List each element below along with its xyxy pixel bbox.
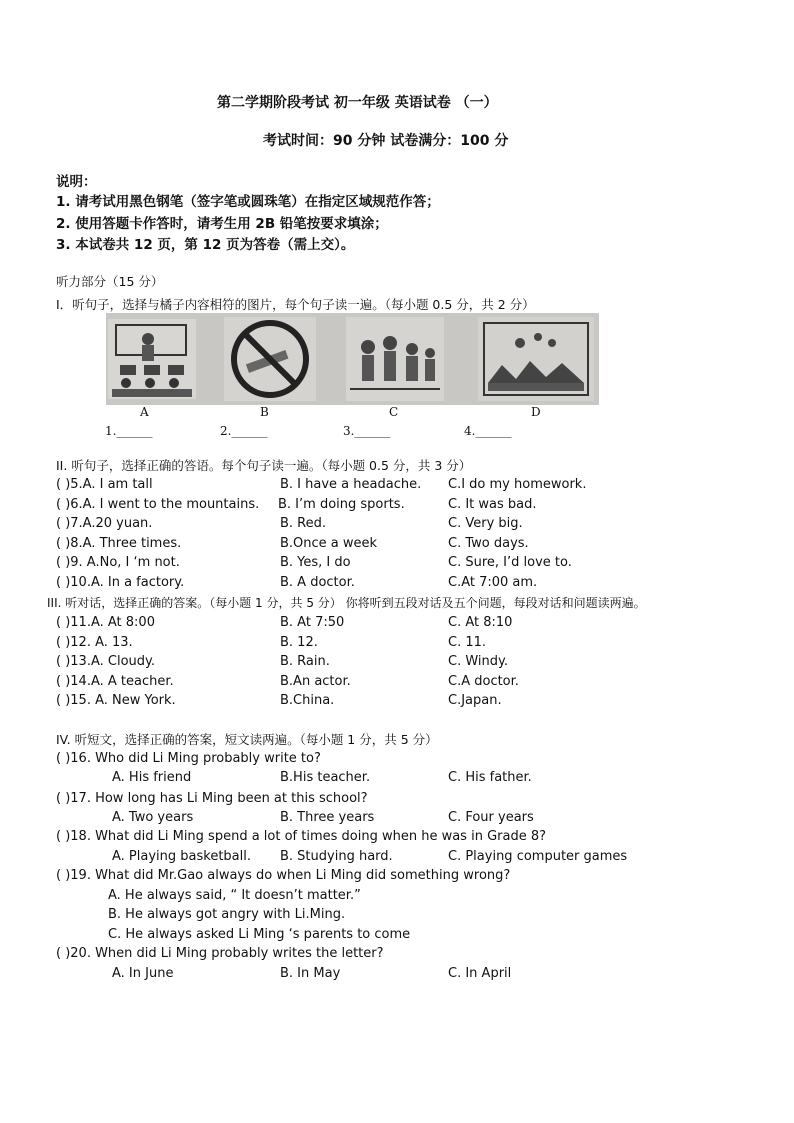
option-c: C. Playing computer games bbox=[448, 849, 628, 864]
option-c: C. Windy. bbox=[448, 654, 508, 669]
option-b: B. He always got angry with Li.Ming. bbox=[108, 907, 346, 922]
question-stem: ( )6.A. I went to the mountains. bbox=[56, 497, 260, 512]
option-b: B. A doctor. bbox=[280, 575, 355, 590]
option-b: B. Yes, I do bbox=[280, 555, 351, 570]
answer-blank[interactable]: 4.______ bbox=[464, 424, 512, 438]
option-b: B.His teacher. bbox=[280, 770, 371, 785]
option-b: B. Rain. bbox=[280, 654, 330, 669]
answer-blank[interactable]: 1.______ bbox=[105, 424, 153, 438]
outing-picture bbox=[478, 317, 594, 401]
option-c: C.Japan. bbox=[448, 693, 502, 708]
question-stem: ( )12. A. 13. bbox=[56, 635, 133, 650]
answer-blank[interactable]: 2.______ bbox=[220, 424, 268, 438]
option-c: C.A doctor. bbox=[448, 674, 519, 689]
option-b: B.China. bbox=[280, 693, 335, 708]
option-c: C. Sure, I’d love to. bbox=[448, 555, 572, 570]
option-a: A. His friend bbox=[112, 770, 192, 785]
option-c: C. Four years bbox=[448, 810, 534, 825]
notes-heading: 说明： bbox=[56, 174, 97, 190]
question-stem: ( )10.A. In a factory. bbox=[56, 575, 185, 590]
picture-label: B bbox=[260, 405, 269, 419]
classroom-picture bbox=[108, 319, 196, 399]
picture-strip bbox=[106, 313, 599, 405]
part4-instruction: IV. 听短文，选择正确的答案，短文读两遍。（每小题 1 分，共 5 分） bbox=[56, 732, 438, 747]
picture-label: A bbox=[140, 405, 149, 419]
question-stem: ( )20. When did Li Ming probably writes the letter? bbox=[56, 946, 384, 961]
people-picture bbox=[346, 317, 444, 401]
picture-label: C bbox=[389, 405, 399, 419]
option-a: A. In June bbox=[112, 966, 174, 981]
question-stem: ( )18. What did Li Ming spend a lot of times doing when he was in Grade 8? bbox=[56, 829, 547, 844]
part3-instruction: III. 听对话，选择正确的答案。（每小题 1 分，共 5 分） 你将听到五段对话及五个问题，每段对话和问题读两遍。 bbox=[47, 596, 646, 610]
option-a: A. Playing basketball. bbox=[112, 849, 252, 864]
notes-item: 1. 请考试用黑色钢笔（签字笔或圆珠笔）在指定区域规范作答； bbox=[56, 194, 440, 210]
option-c: C. He always asked Li Ming ‘s parents to come bbox=[108, 927, 411, 942]
page-subtitle: 考试时间：90 分钟 试卷满分：100 分 bbox=[263, 133, 509, 149]
notes-item: 2. 使用答题卡作答时，请考生用 2B 铅笔按要求填涂； bbox=[56, 216, 388, 232]
question-stem: ( )13.A. Cloudy. bbox=[56, 654, 155, 669]
option-b: B. I have a headache. bbox=[280, 477, 422, 492]
option-b: B.An actor. bbox=[280, 674, 351, 689]
option-b: B. Red. bbox=[280, 516, 327, 531]
section-heading-listening: 听力部分（15 分） bbox=[56, 274, 164, 289]
question-stem: ( )14.A. A teacher. bbox=[56, 674, 174, 689]
option-a: A. He always said, “ It doesn’t matter.” bbox=[108, 888, 361, 903]
question-stem: ( )8.A. Three times. bbox=[56, 536, 182, 551]
option-c: C.I do my homework. bbox=[448, 477, 587, 492]
page-title: 第二学期阶段考试 初一年级 英语试卷 （一） bbox=[217, 95, 498, 111]
option-c: C. It was bad. bbox=[448, 497, 537, 512]
option-b: B. Three years bbox=[280, 810, 375, 825]
option-b: B. At 7:50 bbox=[280, 615, 345, 630]
option-b: B. In May bbox=[280, 966, 341, 981]
option-c: C. His father. bbox=[448, 770, 532, 785]
question-stem: ( )5.A. I am tall bbox=[56, 477, 153, 492]
notes-item: 3. 本试卷共 12 页，第 12 页为答卷（需上交）。 bbox=[56, 237, 355, 253]
question-stem: ( )19. What did Mr.Gao always do when Li Ming did something wrong? bbox=[56, 868, 511, 883]
picture-label: D bbox=[531, 405, 541, 419]
no-smoking-picture bbox=[224, 317, 316, 401]
option-c: C. Two days. bbox=[448, 536, 529, 551]
option-c: C.At 7:00 am. bbox=[448, 575, 538, 590]
question-stem: ( )15. A. New York. bbox=[56, 693, 176, 708]
answer-blank[interactable]: 3.______ bbox=[343, 424, 391, 438]
question-stem: ( )9. A.No, I ‘m not. bbox=[56, 555, 180, 570]
option-c: C. 11. bbox=[448, 635, 487, 650]
question-stem: ( )16. Who did Li Ming probably write to? bbox=[56, 751, 321, 766]
part2-instruction: II. 听句子，选择正确的答语。每个句子读一遍。（每小题 0.5 分，共 3 分） bbox=[56, 458, 472, 473]
question-stem: ( )11.A. At 8:00 bbox=[56, 615, 155, 630]
option-b: B. 12. bbox=[280, 635, 318, 650]
question-stem: ( )7.A.20 yuan. bbox=[56, 516, 153, 531]
question-stem: ( )17. How long has Li Ming been at this school? bbox=[56, 791, 368, 806]
option-c: C. In April bbox=[448, 966, 512, 981]
option-a: A. Two years bbox=[112, 810, 194, 825]
option-c: C. At 8:10 bbox=[448, 615, 513, 630]
option-b: B. Studying hard. bbox=[280, 849, 393, 864]
option-c: C. Very big. bbox=[448, 516, 523, 531]
option-b: B. I’m doing sports. bbox=[278, 497, 405, 512]
option-b: B.Once a week bbox=[280, 536, 378, 551]
part1-instruction: I．听句子，选择与橘子内容相符的图片，每个句子读一遍。（每小题 0.5 分，共 2 分） bbox=[56, 297, 535, 312]
